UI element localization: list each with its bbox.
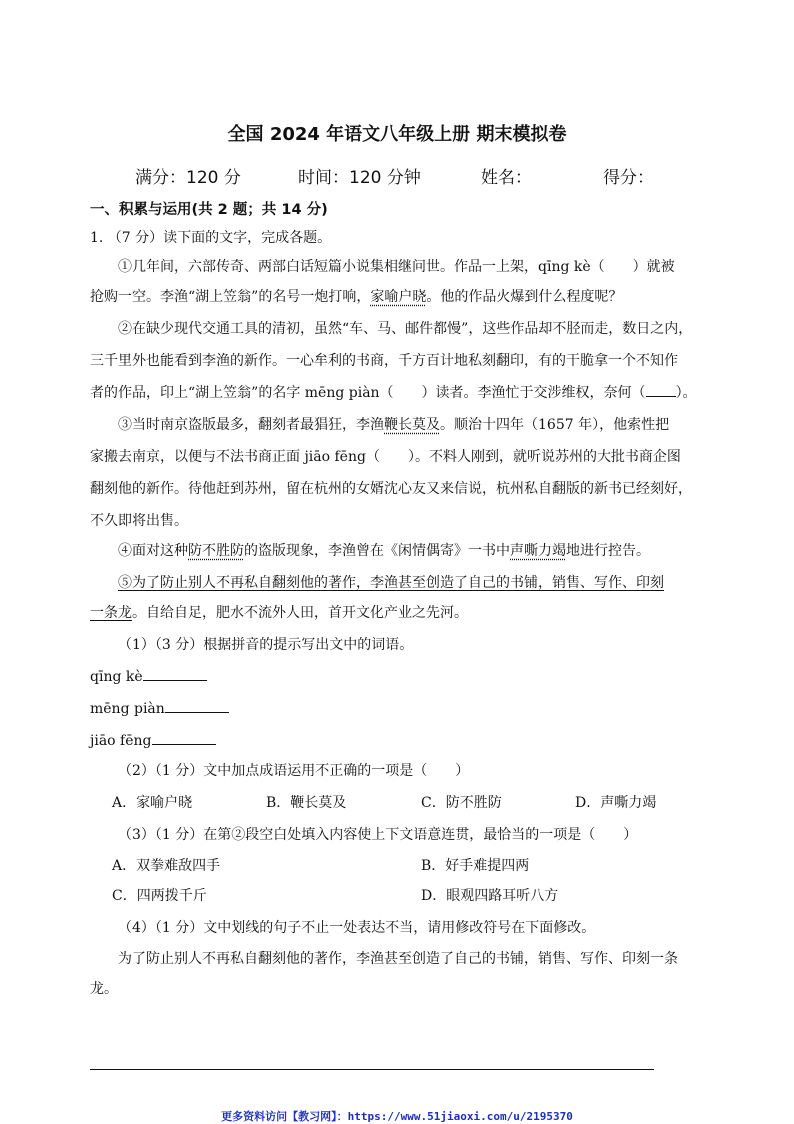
sub-question-1: （1）（3 分）根据拼音的提示写出文中的词语。 xyxy=(118,637,414,653)
dotted-idiom: 家喻户晓 xyxy=(370,289,427,305)
revision-sentence-line-1: 为了防止别人不再私自翻刻他的著作，李渔甚至创造了自己的书铺，销售、写作、印刻一条 xyxy=(118,951,678,967)
underlined-segment: 一条龙 xyxy=(90,605,132,621)
dotted-idiom: 声嘶力竭 xyxy=(510,543,566,559)
paragraph-2-line-2: 三千里外也能看到李渔的新作。一心牟利的书商，千方百计地私刻翻印，有的干脆拿一个不知作 xyxy=(90,353,678,369)
paragraph-5-underlined-line: ⑤为了防止别人不再私自翻刻他的著作，李渔甚至创造了自己的书铺，销售、写作、印刻 xyxy=(118,575,664,591)
option-b[interactable]: B．鞭长莫及 xyxy=(266,795,347,811)
text-segment: ③当时南京盗版最多，翻刻者最猖狂，李渔 xyxy=(118,417,384,433)
score-label: 得分： xyxy=(603,168,654,188)
text-segment: 。顺治十四年（1657 年），他索性把 xyxy=(440,417,670,433)
sub-question-2: （2）（1 分）文中加点成语运用不正确的一项是（ ） xyxy=(118,763,470,779)
paragraph-3-line-1 xyxy=(118,414,669,434)
paragraph-5-line-2 xyxy=(90,602,468,622)
option-a[interactable]: A．家喻户晓 xyxy=(112,795,193,811)
option-b[interactable]: B．好手难提四两 xyxy=(421,858,530,874)
dotted-idiom: 鞭长莫及 xyxy=(384,417,440,433)
answer-blank[interactable] xyxy=(152,730,216,745)
text-segment: 的盗版现象，李渔曾在《闲情偶寄》一书中 xyxy=(244,543,510,559)
answer-line[interactable] xyxy=(90,1069,654,1070)
fill-blank xyxy=(646,382,676,397)
question-1-header: 1. （7 分）读下面的文字，完成各题。 xyxy=(90,230,332,246)
pinyin-label: qīng kè xyxy=(90,669,143,685)
sub-question-4: （4）（1 分）文中划线的句子不止一处表达不当，请用修改符号在下面修改。 xyxy=(118,920,596,936)
exam-info-line xyxy=(135,163,695,187)
sub-question-3: （3）（1 分）在第②段空白处填入内容使上下文语意连贯，最恰当的一项是（ ） xyxy=(118,827,638,843)
paragraph-3-line-3: 翻刻他的新作。待他赶到苏州，留在杭州的女婿沈心友又来信说，杭州私自翻版的新书已经刻好， xyxy=(90,481,692,497)
pinyin-item-3 xyxy=(90,730,216,749)
option-d[interactable]: D．声嘶力竭 xyxy=(575,795,657,811)
dotted-idiom: 防不胜防 xyxy=(188,543,244,559)
total-score-label: 满分：120 分 xyxy=(135,168,241,188)
answer-blank[interactable] xyxy=(143,666,207,681)
text-segment: 。自给自足，肥水不流外人田，首开文化产业之先河。 xyxy=(132,605,468,621)
option-c[interactable]: C．防不胜防 xyxy=(421,795,502,811)
text-segment: ④面对这种 xyxy=(118,543,188,559)
name-label: 姓名： xyxy=(481,168,532,188)
text-segment: 者的作品，印上“湖上笠翁”的名字 mēng piàn（ ）读者。李渔忙于交涉维权，奈何（ xyxy=(90,385,646,401)
time-label: 时间：120 分钟 xyxy=(298,168,421,188)
text-segment: 。他的作品火爆到什么程度呢？ xyxy=(426,289,623,305)
answer-blank[interactable] xyxy=(165,698,229,713)
option-a[interactable]: A．双拳难敌四手 xyxy=(112,858,221,874)
text-segment: ）。 xyxy=(675,385,697,401)
paragraph-2-line-3 xyxy=(90,382,697,402)
pinyin-label: jiāo fēng xyxy=(90,733,152,749)
pinyin-item-2 xyxy=(90,698,229,717)
option-c[interactable]: C．四两拨千斤 xyxy=(112,888,207,904)
pinyin-item-1 xyxy=(90,666,207,685)
paragraph-3-line-2: 家搬去南京，以便与不法书商正面 jiāo fēng（ ）。不料人刚到，就听说苏州的大批书商企图 xyxy=(90,449,681,465)
text-segment: 地进行控告。 xyxy=(566,543,650,559)
option-d[interactable]: D．眼观四路耳听八方 xyxy=(421,888,559,904)
section-heading: 一、积累与运用(共 2 题；共 14 分) xyxy=(90,202,328,218)
paragraph-3-line-4: 不久即将出售。 xyxy=(90,513,188,529)
pinyin-label: mēng piàn xyxy=(90,701,165,717)
paragraph-4-line-1 xyxy=(118,540,650,560)
page-title: 全国 2024 年语文八年级上册 期末模拟卷 xyxy=(227,124,567,145)
footer-link[interactable]: 更多资料访问【教习网】：https://www.51jiaoxi.com/u/2195370 xyxy=(221,1110,573,1123)
text-segment: 抢购一空。李渔“湖上笠翁”的名号一炮打响， xyxy=(90,289,371,305)
revision-sentence-line-2: 龙。 xyxy=(90,981,118,997)
paragraph-2-line-1: ②在缺少现代交通工具的清初，虽然“车、马、邮件都慢”，这些作品却不胫而走，数日之内， xyxy=(118,321,693,337)
paragraph-1-line-1: ①几年间，六部传奇、两部白话短篇小说集相继问世。作品一上架，qīng kè（ ）就被 xyxy=(118,259,675,275)
paragraph-1-line-2 xyxy=(90,286,622,306)
